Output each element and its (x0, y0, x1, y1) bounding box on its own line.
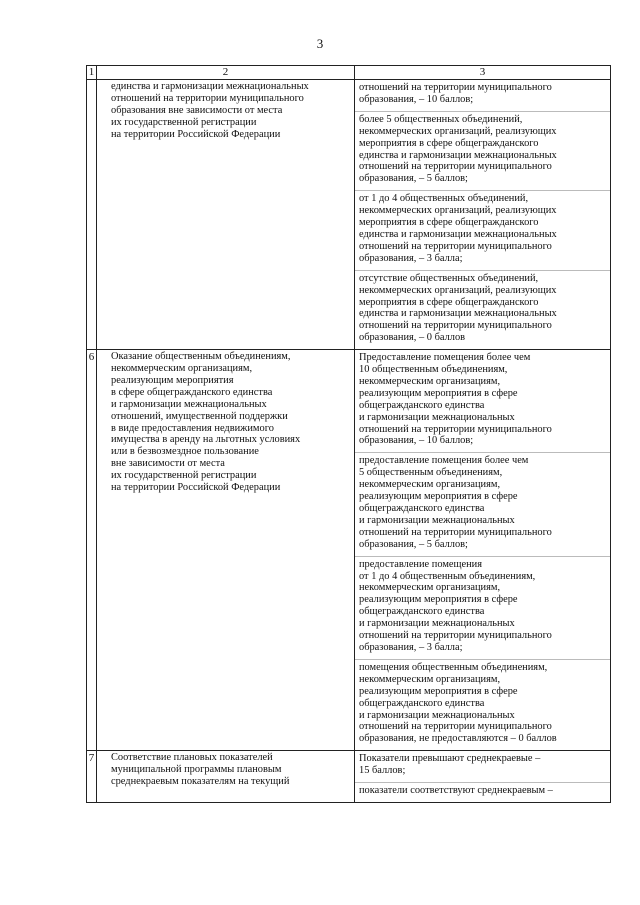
description-line: на территории Российской Федерации (111, 482, 281, 494)
scoring-option-line: некоммерческих организаций, реализующих (359, 125, 557, 137)
description-line: и гармонизации межнациональных (111, 398, 267, 410)
scoring-option-line: образования, – 10 баллов; (359, 435, 474, 447)
scoring-option-line: некоммерческим организациям, (359, 673, 501, 685)
scoring-option-line: помещения общественным объединениям, (359, 661, 548, 673)
scoring-option-line: предоставление помещения более чем (359, 455, 529, 467)
scoring-option-line: некоммерческих организаций, реализующих (359, 205, 557, 217)
criterion-description (97, 80, 355, 350)
scoring-option-line: 10 общественным объединениям, (359, 364, 508, 376)
description-line: их государственной регистрации (111, 116, 257, 128)
scoring-criteria (355, 350, 611, 751)
description-line: имущества в аренду на льготных условиях (111, 434, 301, 446)
scoring-option-line: показатели соответствуют среднекраевым – (359, 785, 553, 797)
scoring-option-line: 5 общественным объединениям, (359, 467, 503, 479)
table-row (87, 80, 611, 350)
scoring-option-line: предоставление помещения (359, 558, 483, 570)
scoring-option-line: от 1 до 4 общественных объединений, (359, 193, 529, 205)
description-line: их государственной регистрации (111, 470, 257, 482)
scoring-option (355, 452, 610, 555)
criterion-description (97, 350, 355, 751)
scoring-option-line: отношений на территории муниципального (359, 240, 552, 252)
description-line: Оказание общественным объединениям, (111, 351, 291, 363)
description-line: или в безвозмездное пользование (111, 446, 259, 458)
table-header (87, 66, 611, 80)
scoring-option-line: общегражданского единства (359, 606, 485, 618)
table-row (87, 350, 611, 751)
scoring-option (355, 80, 610, 111)
scoring-option-line: общегражданского единства (359, 399, 485, 411)
row-number (87, 80, 97, 350)
scoring-option (355, 556, 610, 659)
scoring-option-line: отношений на территории муниципального (359, 630, 552, 642)
description-line: отношений на территории муниципального (111, 92, 304, 104)
scoring-option (355, 782, 610, 802)
scoring-option-line: и гармонизации межнациональных (359, 514, 515, 526)
scoring-option-line: образования, – 3 балла; (359, 252, 463, 264)
scoring-option-line: мероприятия в сфере общегражданского (359, 296, 539, 308)
scoring-option-line: отношений на территории муниципального (359, 320, 552, 332)
criterion-description (97, 751, 355, 803)
scoring-option (355, 659, 610, 750)
scoring-option-line: некоммерческим организациям, (359, 582, 501, 594)
scoring-option-line: образования, – 5 баллов; (359, 538, 468, 550)
scoring-option-line: образования, – 10 баллов; (359, 93, 474, 105)
description-line: муниципальной программы плановым (111, 764, 282, 776)
scoring-option-line: образования, – 0 баллов (359, 332, 466, 344)
column-header-1: 1 (87, 66, 97, 80)
scoring-option-line: более 5 общественных объединений, (359, 113, 523, 125)
description-line: некоммерческим организациям, (111, 363, 253, 375)
scoring-option-line: отношений на территории муниципального (359, 161, 552, 173)
criteria-table (86, 65, 611, 803)
scoring-option (355, 751, 610, 782)
scoring-option-line: образования, не предоставляются – 0 баллов (359, 733, 557, 745)
page-number: 3 (316, 36, 324, 51)
column-header-2: 2 (97, 66, 355, 80)
table-row (87, 751, 611, 803)
scoring-option-line: некоммерческих организаций, реализующих (359, 284, 557, 296)
scoring-option-line: и гармонизации межнациональных (359, 618, 515, 630)
scoring-option-line: образования, – 5 баллов; (359, 173, 468, 185)
description-line: среднекраевым показателям на текущий (111, 776, 290, 788)
scoring-option-line: единства и гармонизации межнациональных (359, 228, 557, 240)
table-body (87, 80, 611, 803)
scoring-option-line: образования, – 3 балла; (359, 641, 463, 653)
row-number: 7 (87, 751, 97, 803)
scoring-option-line: отношений на территории муниципального (359, 526, 552, 538)
description-line: единства и гармонизации межнациональных (111, 81, 309, 92)
description-line: в виде предоставления недвижимого (111, 422, 274, 434)
scoring-option (355, 190, 610, 269)
scoring-option-line: мероприятия в сфере общегражданского (359, 217, 539, 229)
scoring-option-line: мероприятия в сфере общегражданского (359, 137, 539, 149)
row-number: 6 (87, 350, 97, 751)
scoring-option-line: 15 баллов; (359, 765, 406, 777)
scoring-option-line: общегражданского единства (359, 503, 485, 514)
scoring-option-line: от 1 до 4 общественным объединениям, (359, 570, 536, 582)
description-line: вне зависимости от места (111, 458, 225, 470)
scoring-option-line: Предоставление помещения более чем (359, 352, 531, 364)
scoring-option-line: некоммерческим организациям, (359, 479, 501, 491)
description-line: Соответствие плановых показателей (111, 752, 273, 764)
scoring-option (355, 111, 610, 190)
scoring-option-line: единства и гармонизации межнациональных (359, 308, 557, 320)
scoring-option-line: общегражданского единства (359, 697, 485, 709)
scoring-option-line: и гармонизации межнациональных (359, 709, 515, 721)
scoring-option-line: отношений на территории муниципального (359, 82, 552, 93)
scoring-option-line: реализующим мероприятия в сфере (359, 685, 518, 697)
description-line: отношений, имущественной поддержки (111, 410, 288, 422)
scoring-option-line: реализующим мероприятия в сфере (359, 387, 518, 399)
description-line: на территории Российской Федерации (111, 128, 281, 140)
description-line: образования вне зависимости от места (111, 104, 283, 116)
scoring-option-line: отношений на территории муниципального (359, 423, 552, 435)
description-line: в сфере общегражданского единства (111, 386, 273, 398)
scoring-criteria (355, 80, 611, 350)
scoring-option-line: отсутствие общественных объединений, (359, 272, 539, 284)
scoring-option-line: отношений на территории муниципального (359, 721, 552, 733)
description-line: реализующим мероприятия (111, 374, 234, 386)
scoring-option-line: Показатели превышают среднекраевые – (359, 753, 541, 765)
scoring-option-line: и гармонизации межнациональных (359, 411, 515, 423)
column-header-3: 3 (355, 66, 611, 80)
header-row (87, 66, 611, 80)
scoring-criteria (355, 751, 611, 803)
scoring-option-line: реализующим мероприятия в сфере (359, 491, 518, 503)
scoring-option-line: некоммерческим организациям, (359, 375, 501, 387)
scoring-option (355, 270, 610, 349)
scoring-option-line: единства и гармонизации межнациональных (359, 149, 557, 161)
scoring-option (355, 350, 610, 452)
scoring-option-line: реализующим мероприятия в сфере (359, 594, 518, 606)
